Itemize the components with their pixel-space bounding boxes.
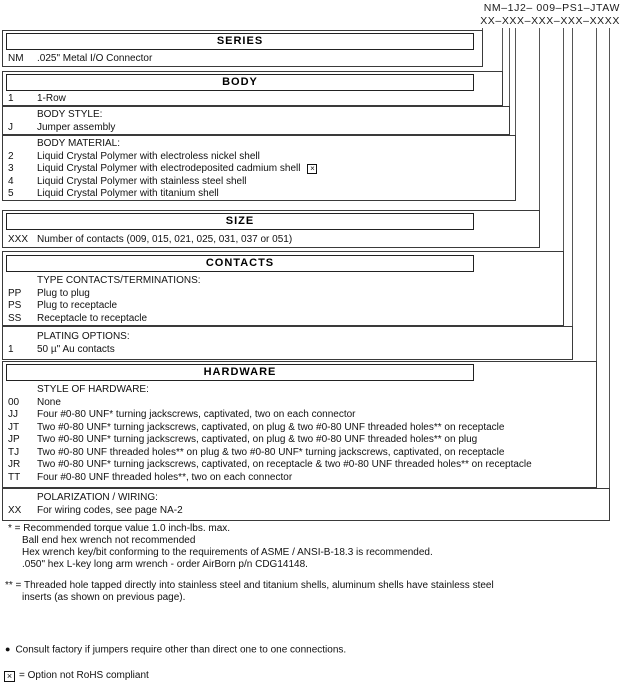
consult-factory-note [5, 644, 346, 656]
size-section [2, 210, 540, 248]
series-header [6, 33, 474, 50]
option-row [7, 459, 596, 472]
size-title: SIZE [225, 215, 255, 227]
option-code: 1 [8, 93, 14, 104]
footnote-doublestar-line1: ** = Threaded hole tapped directly into stainless steel and titanium shells, aluminum shells have stainless steel [5, 580, 494, 591]
option-code: 1 [8, 343, 14, 355]
contacts-section [2, 251, 564, 326]
footnote-star-line4: .050" hex L-key long arm wrench - order AirBorn p/n CDG14148. [22, 559, 308, 570]
option-row [7, 434, 596, 447]
footnote-doublestar-line2: inserts (as shown on previous page). [22, 592, 186, 603]
option-desc: Liquid Crystal Polymer with electroless nickel shell [37, 150, 260, 162]
group-label-row [7, 275, 563, 288]
option-desc: .025" Metal I/O Connector [37, 53, 153, 64]
option-row [7, 122, 509, 135]
option-desc: Two #0-80 UNF* turning jackscrews, captivated, on plug & two #0-80 UNF threaded holes** on receptacle [37, 421, 505, 433]
option-code: JJ [8, 409, 18, 420]
polarization-subsection [2, 488, 610, 521]
option-desc: Two #0-80 UNF threaded holes** on plug & two #0-80 UNF* turning jackscrews, captivated, on receptacle [37, 446, 505, 458]
option-code: 4 [8, 175, 14, 187]
option-desc: Four #0-80 UNF threaded holes**, two on each connector [37, 471, 293, 483]
option-code: XXX [8, 234, 29, 245]
hardware-section [2, 361, 597, 488]
option-row [7, 288, 563, 301]
group-label: TYPE CONTACTS/TERMINATIONS: [37, 275, 201, 286]
not-rohs-icon: × [4, 671, 15, 682]
hardware-header [6, 364, 474, 381]
body-material-subsection [2, 135, 516, 201]
consult-factory-text: Consult factory if jumpers require other than direct one to one connections. [15, 644, 347, 656]
option-desc: Plug to receptacle [37, 300, 118, 311]
connector-line-body-material [515, 28, 516, 136]
group-label: PLATING OPTIONS: [37, 331, 130, 342]
option-desc: Liquid Crystal Polymer with titanium shell [37, 188, 219, 199]
option-desc: Four #0-80 UNF* turning jackscrews, captivated, two on each connector [37, 409, 356, 420]
rohs-legend-note [4, 670, 149, 682]
size-header [6, 213, 474, 230]
option-desc: 1-Row [37, 93, 66, 104]
option-desc: Two #0-80 UNF* turning jackscrews, captivated, on receptacle & two #0-80 UNF threaded holes** on receptacle [37, 459, 532, 470]
option-desc: Liquid Crystal Polymer with electrodeposited cadmium shell [37, 163, 301, 174]
option-code: 3 [8, 163, 14, 174]
option-row [7, 53, 482, 66]
option-row [7, 409, 596, 422]
contacts-header [6, 255, 474, 272]
part-number-example: NM–1J2– 009–PS1–JTAW [483, 2, 620, 14]
connector-line-size [539, 28, 540, 211]
option-row [7, 447, 596, 460]
option-row [7, 93, 502, 106]
group-label: POLARIZATION / WIRING: [37, 492, 158, 503]
group-label-row [7, 109, 509, 122]
option-row [7, 344, 572, 357]
option-desc: For wiring codes, see page NA-2 [37, 504, 183, 516]
connector-line-body-row [502, 28, 503, 72]
series-section [2, 30, 483, 67]
connector-line-plating [572, 28, 573, 327]
contacts-title: CONTACTS [205, 257, 275, 269]
option-row [7, 397, 596, 410]
series-title: SERIES [216, 35, 264, 47]
connector-line-polarization [609, 28, 610, 489]
option-code: PS [8, 300, 22, 311]
footnote-star-line3: Hex wrench key/bit conforming to the requirements of ASME / ANSI-B-18.3 is recommended. [22, 547, 433, 558]
option-code: XX [8, 504, 22, 516]
connector-line-body-style [509, 28, 510, 107]
option-code: JP [8, 434, 20, 445]
option-desc: Number of contacts (009, 015, 021, 025, 031, 037 or 051) [37, 234, 293, 245]
option-desc: 50 µ" Au contacts [37, 343, 115, 355]
connector-line-hardware-style [596, 28, 597, 362]
option-row [7, 188, 515, 201]
group-label: BODY MATERIAL: [37, 138, 120, 149]
option-desc: Jumper assembly [37, 121, 116, 133]
option-row [7, 163, 515, 176]
option-desc: None [37, 396, 61, 408]
option-code: TT [8, 471, 21, 483]
option-code: SS [8, 312, 22, 324]
option-row [7, 505, 609, 518]
option-desc: Liquid Crystal Polymer with stainless steel shell [37, 175, 247, 187]
group-label-row [7, 331, 572, 344]
group-label-row [7, 384, 596, 397]
option-code: JR [8, 459, 21, 470]
option-row [7, 313, 563, 326]
option-code: NM [8, 53, 24, 64]
group-label: BODY STYLE: [37, 109, 103, 120]
option-desc: Plug to plug [37, 287, 90, 299]
option-code: PP [8, 287, 22, 299]
plating-subsection [2, 326, 573, 360]
option-code: 00 [8, 396, 20, 408]
group-label-row [7, 492, 609, 505]
option-code: TJ [8, 446, 20, 458]
group-label-row [7, 138, 515, 151]
connector-line-contacts-type [563, 28, 564, 252]
not-rohs-icon: × [307, 164, 317, 174]
footnote-star-line2: Ball end hex wrench not recommended [22, 535, 196, 546]
option-row [7, 234, 539, 247]
body-header [6, 74, 474, 91]
hardware-title: HARDWARE [203, 366, 277, 378]
option-desc: Two #0-80 UNF* turning jackscrews, captivated, on plug & two #0-80 UNF threaded holes** on plug [37, 434, 478, 445]
option-row [7, 422, 596, 435]
option-code: J [8, 121, 13, 133]
rohs-legend-text: = Option not RoHS compliant [19, 670, 149, 681]
body-title: BODY [222, 76, 258, 88]
bullet-icon: ● [5, 644, 11, 654]
option-desc: Receptacle to receptacle [37, 312, 148, 324]
option-row [7, 300, 563, 313]
group-label: STYLE OF HARDWARE: [37, 384, 149, 395]
option-row [7, 151, 515, 164]
body-style-subsection [2, 106, 510, 135]
part-number-mask: XX–XXX–XXX–XXX–XXXX [480, 15, 620, 27]
option-code: JT [8, 421, 20, 433]
footnote-star-line1: * = Recommended torque value 1.0 inch-lbs. max. [8, 523, 231, 534]
option-code: 2 [8, 150, 14, 162]
option-row [7, 176, 515, 189]
body-section [2, 71, 503, 106]
option-code: 5 [8, 188, 14, 199]
option-row [7, 472, 596, 485]
